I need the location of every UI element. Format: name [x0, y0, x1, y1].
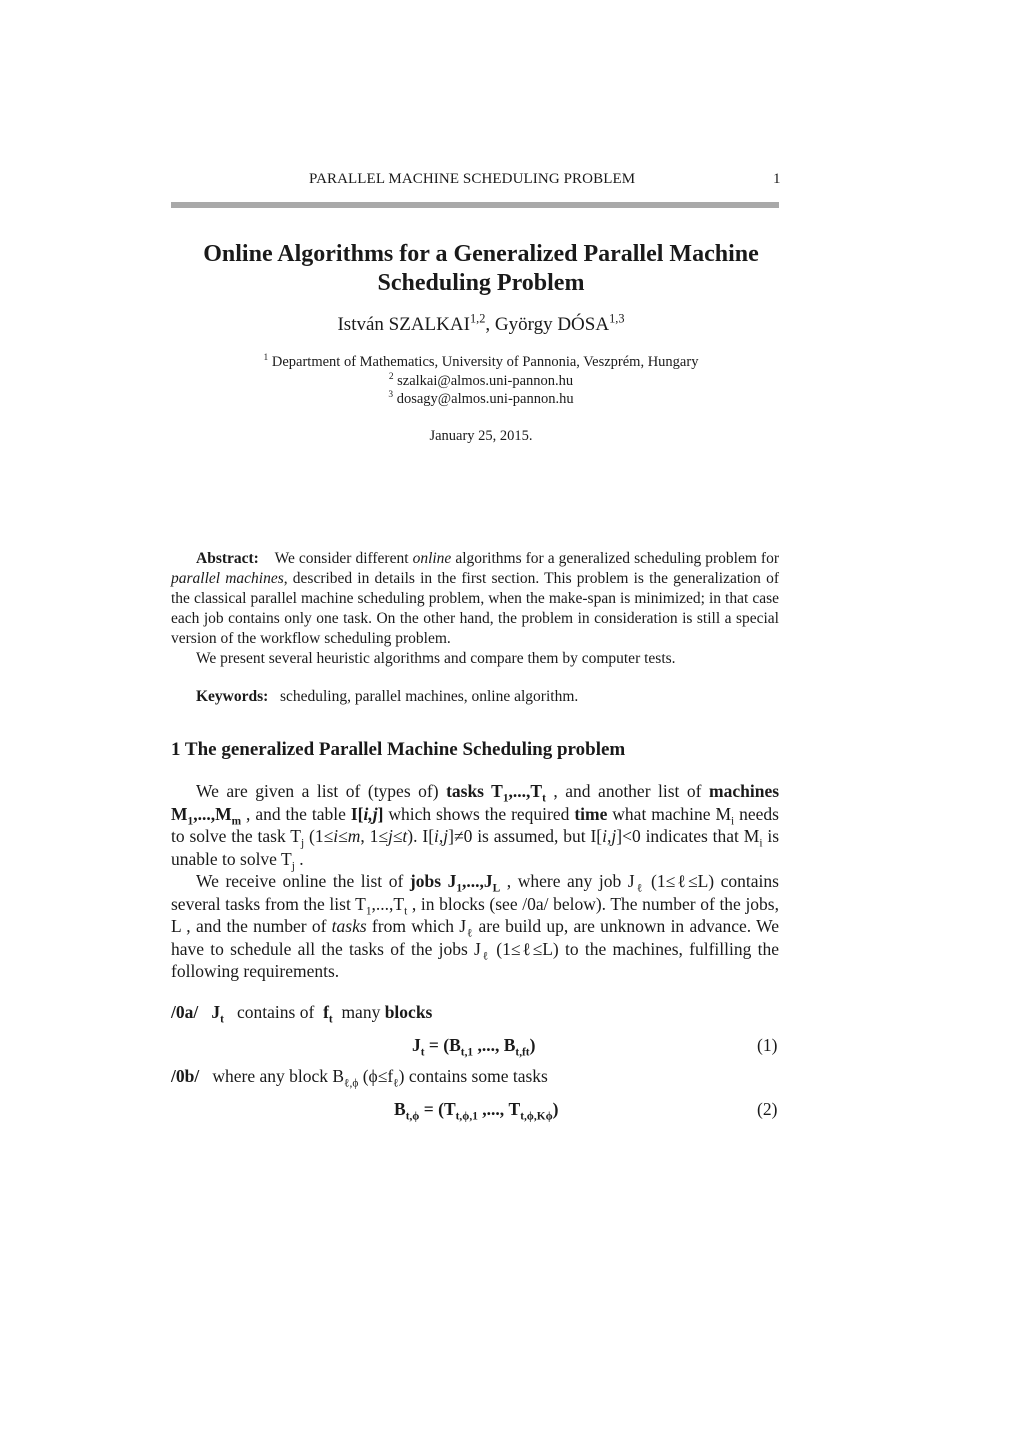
sub: ℓ,ϕ [344, 1077, 359, 1090]
item-0a [171, 1002, 433, 1026]
sub: t,ft [515, 1046, 530, 1059]
item-0b-label: /0b/ [171, 1066, 200, 1086]
affiliation-3-email: dosagy@almos.uni-pannon.hu [393, 391, 574, 407]
author-separator: , [485, 314, 495, 335]
text: J [412, 1035, 421, 1055]
section-heading: 1 The generalized Parallel Machine Scheduling problem [171, 739, 626, 760]
abstract-text: We consider different [274, 550, 413, 567]
text: (1≤ [304, 826, 334, 846]
author-line [171, 311, 791, 336]
date: January 25, 2015. [429, 428, 533, 444]
abstract-label: Abstract: [196, 550, 259, 567]
affiliation-3 [171, 391, 791, 408]
affiliation-1-mark: 1 [263, 353, 269, 364]
text: . [294, 848, 304, 869]
text: (ϕ≤f [358, 1066, 394, 1086]
bold: time [574, 803, 608, 824]
text: from which J [366, 916, 467, 936]
emph: i,j [602, 826, 617, 846]
text: ). I[ [407, 826, 435, 846]
sub: 1 [187, 815, 194, 827]
emph: tasks [331, 916, 367, 936]
sub: t,ϕ,Kϕ [520, 1110, 553, 1123]
text: ) [552, 1099, 559, 1119]
text: jobs J [409, 871, 457, 891]
affiliation-2-mark: 2 [388, 372, 394, 383]
equation-1 [412, 1035, 536, 1059]
sub: t [420, 1046, 425, 1059]
author-1: István SZALKAI [337, 314, 470, 335]
author-1-marks: 1,2 [469, 311, 486, 326]
header-rule [171, 202, 779, 208]
emph: i,j [434, 826, 449, 846]
item-0a-label: /0a/ [171, 1002, 199, 1022]
text: ,...,J [462, 871, 493, 891]
keywords-text: scheduling, parallel machines, online algorithm. [279, 688, 579, 705]
text: contains of [237, 1002, 315, 1022]
sub: i [759, 837, 763, 850]
text: ,..., T [477, 1099, 521, 1119]
affiliation-1-text: Department of Mathematics, University of Pannonia, Veszprém, Hungary [268, 354, 699, 370]
emph: i,j [363, 803, 378, 824]
text: ,...,M [193, 803, 232, 824]
title-line-1: Online Algorithms for a Generalized Parallel Machine [203, 241, 759, 267]
text: ,...,T [371, 893, 405, 914]
paper-title [171, 240, 791, 298]
sub: ℓ [634, 882, 645, 895]
text: , 1≤ [360, 826, 388, 846]
keywords-label: Keywords: [196, 688, 269, 705]
sub: t [220, 1013, 224, 1026]
affiliation-2-email: szalkai@almos.uni-pannon.hu [393, 373, 574, 389]
author-2: György DÓSA [494, 314, 610, 335]
text: ] [377, 803, 384, 824]
equation-2 [394, 1099, 559, 1123]
sub: m [231, 815, 242, 827]
sub: 1 [456, 882, 463, 895]
item-0b [171, 1066, 548, 1090]
emph: t [402, 826, 408, 846]
text: B [394, 1099, 406, 1119]
text: We receive online the list of [196, 871, 410, 891]
text: , where any job J [500, 871, 635, 891]
text: what machine M [607, 803, 732, 824]
abstract-emph: online [412, 550, 452, 567]
text: ]≠0 is assumed, but I[ [448, 826, 603, 846]
equation-2-number: (2) [757, 1099, 778, 1119]
text: ) [529, 1035, 536, 1055]
abstract-paragraph-2: We present several heuristic algorithms and compare them by computer tests. [196, 650, 676, 667]
text: , in blocks (see /0a/ below). The number of the jobs, L , and the number of [171, 893, 779, 936]
text: f [323, 1002, 329, 1022]
text: machines M [171, 781, 780, 824]
abstract-emph: parallel machines [171, 570, 284, 587]
abstract-text: , described in details in the first section. This problem is the generalization of the classical parallel machine scheduling problem, when the make-span is minimized; in that case each job contains only one task. On the other hand, the problem in consideration is still a special version of the workflow scheduling problem. [171, 570, 779, 647]
emph: m [347, 826, 361, 846]
title-line-2: Scheduling Problem [377, 270, 585, 296]
keywords [171, 687, 779, 707]
text: (1≤ℓ≤L) to the machines, fulfilling the following requirements. [171, 938, 779, 981]
text: ≤ [392, 826, 403, 846]
text: is unable to solve T [171, 826, 780, 869]
sub: t [404, 905, 408, 917]
text: which shows the required [383, 803, 575, 824]
equation-1-number: (1) [757, 1035, 778, 1055]
sub: t,ϕ,1 [455, 1110, 478, 1123]
body-paragraph-2 [171, 870, 779, 983]
bold: blocks [384, 1002, 433, 1022]
text: ) contains some tasks [398, 1066, 548, 1086]
body-paragraph-1 [171, 780, 779, 870]
affiliation-2 [171, 373, 791, 390]
page-number: 1 [773, 171, 781, 187]
sub: t [328, 1013, 333, 1026]
author-2-marks: 1,3 [609, 311, 625, 326]
text: ]<0 indicates that M [616, 826, 760, 846]
sub: i [731, 815, 735, 827]
text: = (T [419, 1099, 456, 1119]
abstract-text: algorithms for a generalized scheduling problem for [451, 550, 779, 567]
text: ,...,T [508, 781, 543, 801]
sub: 1 [502, 792, 509, 805]
abstract [171, 549, 779, 669]
emph: i [333, 826, 339, 846]
text: (1≤ℓ≤L) contains several tasks from the list T [171, 871, 779, 914]
text: needs to solve the task T [171, 803, 779, 846]
text: ,..., B [473, 1035, 516, 1055]
running-title: PARALLEL MACHINE SCHEDULING PROBLEM [309, 171, 636, 187]
text: , and the table [241, 803, 351, 824]
sub: t [542, 792, 546, 805]
sub: ℓ [466, 927, 474, 940]
text: many [341, 1002, 381, 1022]
sub: ℓ [393, 1077, 399, 1090]
sub: L [492, 882, 501, 895]
text: ≤ [338, 826, 348, 846]
text: , and another list of [545, 781, 710, 801]
text: = (B [424, 1035, 461, 1055]
sub: j [291, 860, 295, 872]
sub: 1 [365, 905, 372, 917]
sub: ℓ [480, 950, 491, 962]
emph: j [387, 826, 393, 846]
affiliation-1 [171, 354, 791, 371]
affiliation-3-mark: 3 [388, 390, 394, 401]
text: We are given a list of (types of) [196, 781, 447, 801]
text: J [211, 1002, 221, 1022]
sub: t,1 [460, 1046, 474, 1059]
text: are build up, are unknown in advance. We have to schedule all the tasks of the jobs J [171, 916, 779, 959]
sub: t,ϕ [405, 1110, 420, 1123]
sub: j [300, 837, 305, 850]
text: tasks T [446, 781, 503, 801]
text: where any block B [212, 1066, 345, 1086]
section-body [171, 780, 779, 983]
text: I[ [350, 803, 364, 824]
